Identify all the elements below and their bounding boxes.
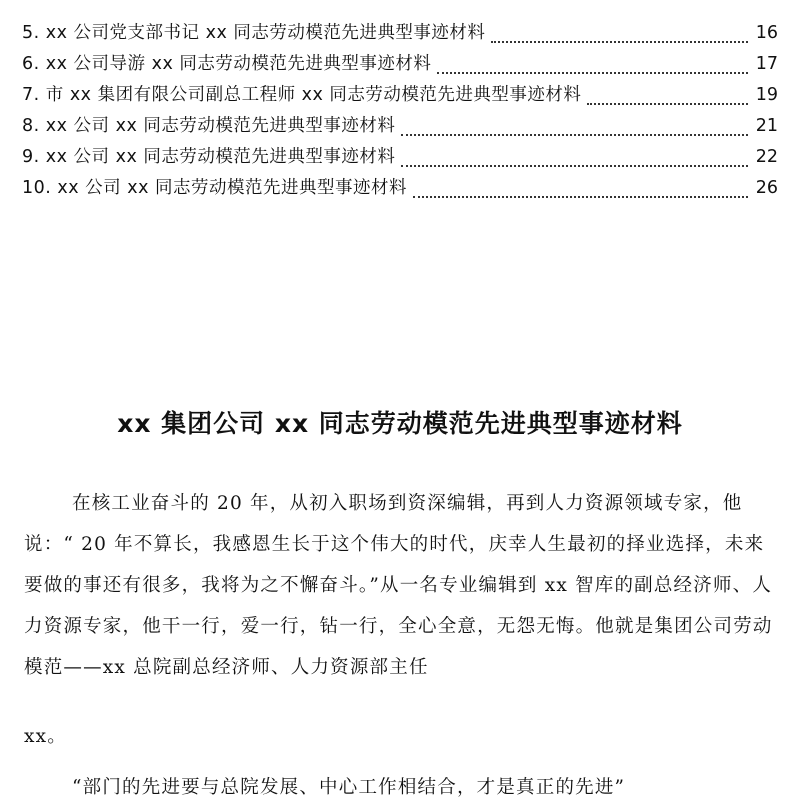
toc-entry-page: 22 [755,147,778,167]
toc-leader-dots [491,41,747,43]
toc-entry-title: 9. xx 公司 xx 同志劳动模范先进典型事迹材料 [22,147,396,167]
toc-entry-10[interactable] [22,173,778,204]
toc-entry-8[interactable] [22,111,778,142]
toc-entry-5[interactable] [22,18,778,49]
toc-leader-dots [437,72,747,74]
toc-entry-title: 8. xx 公司 xx 同志劳动模范先进典型事迹材料 [22,116,396,136]
toc-entry-page: 21 [755,116,778,136]
toc-entry-title: 6. xx 公司导游 xx 同志劳动模范先进典型事迹材料 [22,54,432,74]
toc-leader-dots [401,165,747,167]
toc-entry-page: 19 [755,85,778,105]
toc-entry-page: 16 [755,23,778,43]
toc-entry-7[interactable] [22,80,778,111]
toc-leader-dots [401,134,747,136]
toc-entry-title: 5. xx 公司党支部书记 xx 同志劳动模范先进典型事迹材料 [22,23,486,43]
toc-entry-title: 7. 市 xx 集团有限公司副总工程师 xx 同志劳动模范先进典型事迹材料 [22,85,582,105]
article-paragraph-1: 在核工业奋斗的 20 年，从初入职场到资深编辑，再到人力资源领域专家，他说：“ 20 年不算长，我感恩生长于这个伟大的时代，庆幸人生最初的择业选择，未来要做的事还有很多，我将为之不懈奋斗。”从一名专业编辑到 xx 智库的副总经济师、人力资源专家，他干一行，爱一行，钻一行，全心全意，无怨无悔。他就是集团公司劳动模范——xx 总院副总经济师、人力资源部主任 [24,493,773,678]
toc-leader-dots [587,103,747,105]
article-paragraph-1-tail: xx。 [24,726,67,747]
toc-entry-title: 10. xx 公司 xx 同志劳动模范先进典型事迹材料 [22,178,408,198]
toc-entry-9[interactable] [22,142,778,173]
toc-entry-6[interactable] [22,49,778,80]
toc-entry-page: 26 [755,178,778,198]
table-of-contents [22,18,778,204]
article-paragraph-2: “部门的先进要与总院发展、中心工作相结合，才是真正的先进” [72,777,626,798]
article-title: xx 集团公司 xx 同志劳动模范先进典型事迹材料 [117,409,683,438]
toc-leader-dots [413,196,748,198]
toc-entry-page: 17 [755,54,778,74]
